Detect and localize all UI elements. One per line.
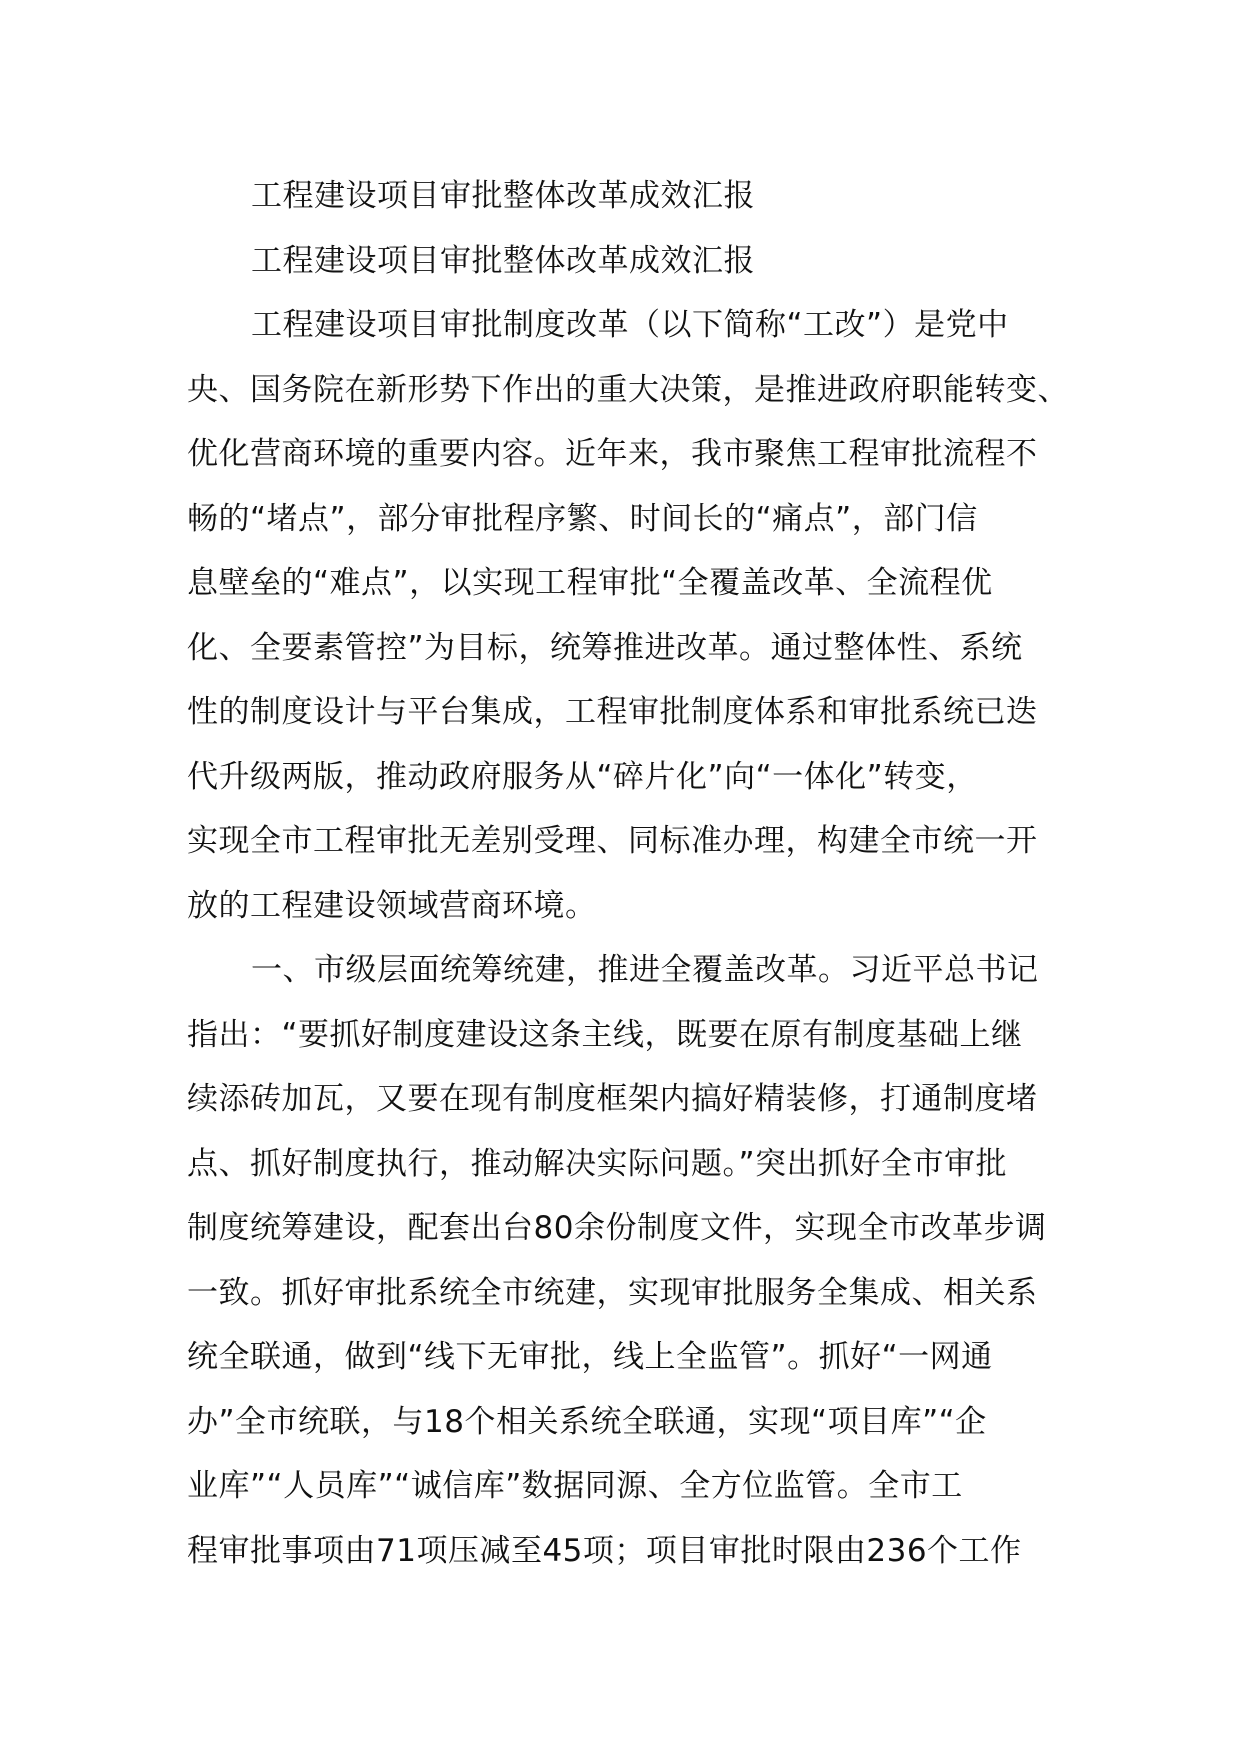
paragraph-line: 办”全市统联，与18个相关系统全联通，实现“项目库”“企 [187, 1403, 987, 1440]
paragraph-line: 实现全市工程审批无差别受理、同标准办理，构建全市统一开 [187, 823, 1038, 859]
paragraph-line: 化、全要素管控”为目标，统筹推进改革。通过整体性、系统 [187, 629, 1023, 666]
paragraph-line: 息壁垒的“难点”，以实现工程审批“全覆盖改革、全流程优 [187, 565, 993, 601]
paragraph-line: 央、国务院在新形势下作出的重大决策，是推进政府职能转变、 [187, 371, 1069, 408]
paragraph-line: 代升级两版，推动政府服务从“碎片化”向“一体化”转变， [187, 758, 978, 795]
paragraph-line: 一、市级层面统筹统建，推进全覆盖改革。习近平总书记 [251, 952, 1039, 988]
paragraph-line: 工程建设项目审批制度改革（以下简称“工改”）是党中 [251, 307, 1009, 343]
paragraph-line: 优化营商环境的重要内容。近年来，我市聚焦工程审批流程不 [187, 436, 1038, 472]
paragraph-line: 一致。抓好审批系统全市统建，实现审批服务全集成、相关系 [187, 1274, 1038, 1311]
document-body [187, 164, 1069, 1583]
document-title-repeat: 工程建设项目审批整体改革成效汇报 [251, 242, 755, 279]
paragraph-line: 畅的“堵点”，部分审批程序繁、时间长的“痛点”，部门信 [187, 500, 978, 537]
paragraph-line: 放的工程建设领域营商环境。 [187, 887, 597, 924]
paragraph-line: 续添砖加瓦，又要在现有制度框架内搞好精装修，打通制度堵 [187, 1081, 1038, 1117]
paragraph-line: 统全联通，做到“线下无审批，线上全监管”。抓好“一网通 [187, 1339, 993, 1375]
paragraph-line: 制度统筹建设，配套出台80余份制度文件，实现全市改革步调 [187, 1210, 1047, 1246]
paragraph-line: 点、抓好制度执行，推动解决实际问题。”突出抓好全市审批 [187, 1145, 1008, 1182]
paragraph-intro [187, 293, 1069, 938]
paragraph-line: 性的制度设计与平台集成，工程审批制度体系和审批系统已迭 [187, 694, 1038, 730]
paragraph-line: 指出：“要抓好制度建设这条主线，既要在原有制度基础上继 [187, 1016, 1023, 1053]
paragraph-line: 程审批事项由71项压减至45项；项目审批时限由236个工作 [187, 1532, 1022, 1569]
paragraph-line: 业库”“人员库”“诚信库”数据同源、全方位监管。全市工 [187, 1468, 963, 1504]
document-title: 工程建设项目审批整体改革成效汇报 [251, 178, 755, 214]
paragraph-section-one [187, 938, 1057, 1583]
